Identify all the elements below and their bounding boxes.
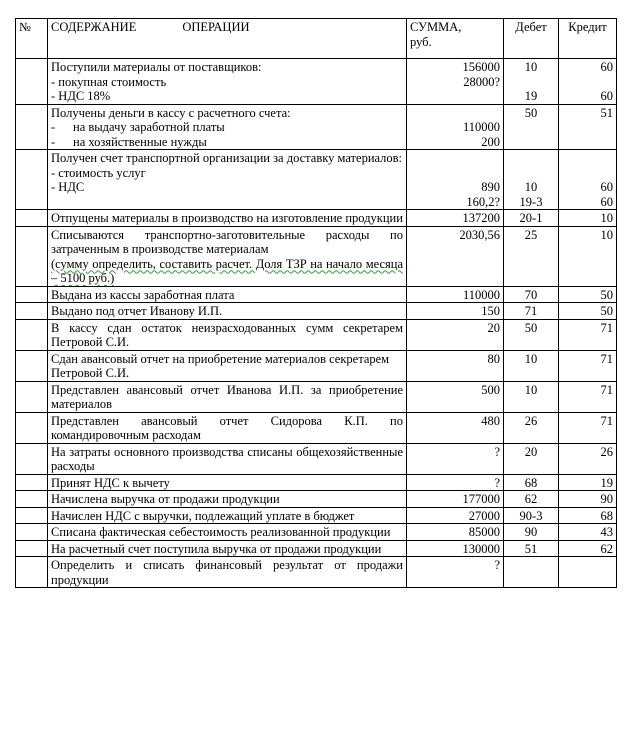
row-credit: 50 (559, 303, 617, 320)
row-description: Определить и списать финансовый результат от продажи продукции (48, 557, 407, 588)
credit-line: 60 (600, 60, 613, 74)
row-debit: 71 (504, 303, 559, 320)
header-number: № (16, 19, 48, 59)
desc-line: на выдачу заработной платы (73, 120, 225, 134)
row-description (48, 104, 407, 150)
row-sum: 85000 (407, 524, 504, 541)
row-description: В кассу сдан остаток неизрасходованных сумм секретарем Петровой С.И. (48, 319, 407, 350)
row-sum: 500 (407, 381, 504, 412)
table-row (16, 319, 617, 350)
row-credit: 71 (559, 319, 617, 350)
sum-line: 110000 (462, 120, 500, 134)
row-sum: 2030,56 (407, 226, 504, 286)
row-number (16, 507, 48, 524)
row-number (16, 286, 48, 303)
row-number (16, 557, 48, 588)
debit-line: 10 (524, 60, 538, 74)
credit-line: 60 (600, 194, 613, 209)
credit-line: 60 (600, 89, 613, 103)
row-description: На затраты основного производства списаны общехозяйственные расходы (48, 443, 407, 474)
table-row (16, 150, 617, 210)
debit-line: 19 (524, 89, 538, 103)
row-number (16, 443, 48, 474)
desc-line: Получен счет транспортной организации за доставку материалов: (51, 151, 403, 165)
desc-line: Поступили материалы от поставщиков: (51, 60, 262, 74)
sum-line: 890 (481, 180, 500, 194)
row-debit: 90-3 (504, 507, 559, 524)
row-description: Списываются транспортно-заготовительные расходы по затраченным в производстве материалам (сумму определить, составить расчет. Доля ТЗР на начало месяца – 5100 руб.) (48, 226, 407, 286)
sum-line: 160,2? (466, 194, 500, 209)
row-debit: 68 (504, 474, 559, 491)
row-sum: 177000 (407, 491, 504, 508)
row-sum: 27000 (407, 507, 504, 524)
row-credit: 26 (559, 443, 617, 474)
row-description: Списана фактическая себестоимость реализованной продукции (48, 524, 407, 541)
row-sum (407, 59, 504, 105)
row-sum: 480 (407, 412, 504, 443)
table-row (16, 557, 617, 588)
row-description (48, 59, 407, 105)
row-debit: 51 (504, 540, 559, 557)
credit-line: 60 (600, 180, 613, 194)
row-sum: ? (407, 474, 504, 491)
row-debit: 20-1 (504, 210, 559, 227)
row-debit: 50 (504, 319, 559, 350)
table-row (16, 210, 617, 227)
row-number (16, 150, 48, 210)
row-debit: 10 (504, 381, 559, 412)
row-sum: 150 (407, 303, 504, 320)
row-credit: 62 (559, 540, 617, 557)
row-debit (504, 557, 559, 588)
row-number (16, 540, 48, 557)
header-description-part1: СОДЕРЖАНИЕ (51, 20, 137, 34)
table-row (16, 443, 617, 474)
row-number (16, 491, 48, 508)
row-credit: 90 (559, 491, 617, 508)
header-description-part2: ОПЕРАЦИИ (182, 20, 250, 34)
table-row (16, 104, 617, 150)
header-credit: Кредит (559, 19, 617, 59)
row-description: Начислена выручка от продажи продукции (48, 491, 407, 508)
row-credit: 68 (559, 507, 617, 524)
row-credit: 10 (559, 226, 617, 286)
desc-dash: - (51, 120, 56, 134)
row-sum: ? (407, 557, 504, 588)
row-sum: 20 (407, 319, 504, 350)
row-sum: ? (407, 443, 504, 474)
row-description: На расчетный счет поступила выручка от продажи продукции (48, 540, 407, 557)
row-debit: 25 (504, 226, 559, 286)
row-debit: 10 (504, 350, 559, 381)
row-description (48, 150, 407, 210)
row-credit (559, 59, 617, 105)
table-header-row (16, 19, 617, 59)
row-description: Сдан авансовый отчет на приобретение материалов секретарем Петровой С.И. (48, 350, 407, 381)
row-sum (407, 150, 504, 210)
row-number (16, 319, 48, 350)
desc-line: Получены деньги в кассу с расчетного счета: (51, 105, 291, 120)
row-description: Начислен НДС с выручки, подлежащий уплате в бюджет (48, 507, 407, 524)
table-row (16, 226, 617, 286)
sum-line: 28000? (463, 74, 500, 89)
row-description: Представлен авансовый отчет Иванова И.П. за приобретение материалов (48, 381, 407, 412)
row-number (16, 59, 48, 105)
table-row (16, 474, 617, 491)
row-debit: 90 (504, 524, 559, 541)
row-credit: 19 (559, 474, 617, 491)
row-number (16, 210, 48, 227)
row-debit: 26 (504, 412, 559, 443)
row-number (16, 381, 48, 412)
row-description: Принят НДС к вычету (48, 474, 407, 491)
table-row (16, 507, 617, 524)
desc-note: (сумму определить, составить расчет. Доля ТЗР на начало месяца – 5100 руб.) (51, 256, 403, 285)
sum-line: 200 (481, 134, 500, 149)
row-credit: 71 (559, 381, 617, 412)
row-debit: 62 (504, 491, 559, 508)
row-sum: 137200 (407, 210, 504, 227)
row-number (16, 226, 48, 286)
row-credit (559, 557, 617, 588)
header-description (48, 19, 407, 59)
table-row (16, 381, 617, 412)
row-debit: 50 (504, 104, 559, 150)
header-sum-line2: руб. (410, 34, 432, 49)
row-credit: 43 (559, 524, 617, 541)
desc-line: - НДС 18% (51, 89, 111, 103)
row-sum (407, 104, 504, 150)
table-row (16, 524, 617, 541)
row-number (16, 350, 48, 381)
desc-line: - покупная стоимость (51, 74, 167, 89)
header-sum (407, 19, 504, 59)
table-row (16, 303, 617, 320)
row-debit (504, 150, 559, 210)
table-row (16, 412, 617, 443)
row-description: Отпущены материалы в производство на изготовление продукции (48, 210, 407, 227)
row-sum: 110000 (407, 286, 504, 303)
row-credit: 10 (559, 210, 617, 227)
row-sum: 80 (407, 350, 504, 381)
row-number (16, 524, 48, 541)
row-credit: 71 (559, 350, 617, 381)
debit-line: 19-3 (519, 194, 543, 209)
table-row (16, 286, 617, 303)
row-description: Выдано под отчет Иванову И.П. (48, 303, 407, 320)
table-row (16, 59, 617, 105)
row-number (16, 474, 48, 491)
desc-line: - НДС (51, 180, 85, 194)
desc-line: - стоимость услуг (51, 165, 146, 180)
header-sum-line1: СУММА, (410, 20, 462, 34)
debit-line: 10 (524, 180, 538, 194)
row-description: Выдана из кассы заработная плата (48, 286, 407, 303)
table-row (16, 350, 617, 381)
row-debit: 20 (504, 443, 559, 474)
sum-line: 156000 (462, 60, 500, 74)
table-row (16, 540, 617, 557)
row-number (16, 303, 48, 320)
row-sum: 130000 (407, 540, 504, 557)
table-row (16, 491, 617, 508)
row-debit: 70 (504, 286, 559, 303)
row-credit: 51 (559, 104, 617, 150)
row-debit (504, 59, 559, 105)
row-credit: 71 (559, 412, 617, 443)
desc-line: на хозяйственные нужды (73, 134, 207, 149)
row-credit: 50 (559, 286, 617, 303)
row-description: Представлен авансовый отчет Сидорова К.П. по командировочным расходам (48, 412, 407, 443)
desc-dash: - (51, 134, 56, 149)
header-debit: Дебет (504, 19, 559, 59)
operations-table (15, 18, 617, 588)
row-number (16, 412, 48, 443)
row-number (16, 104, 48, 150)
row-credit (559, 150, 617, 210)
